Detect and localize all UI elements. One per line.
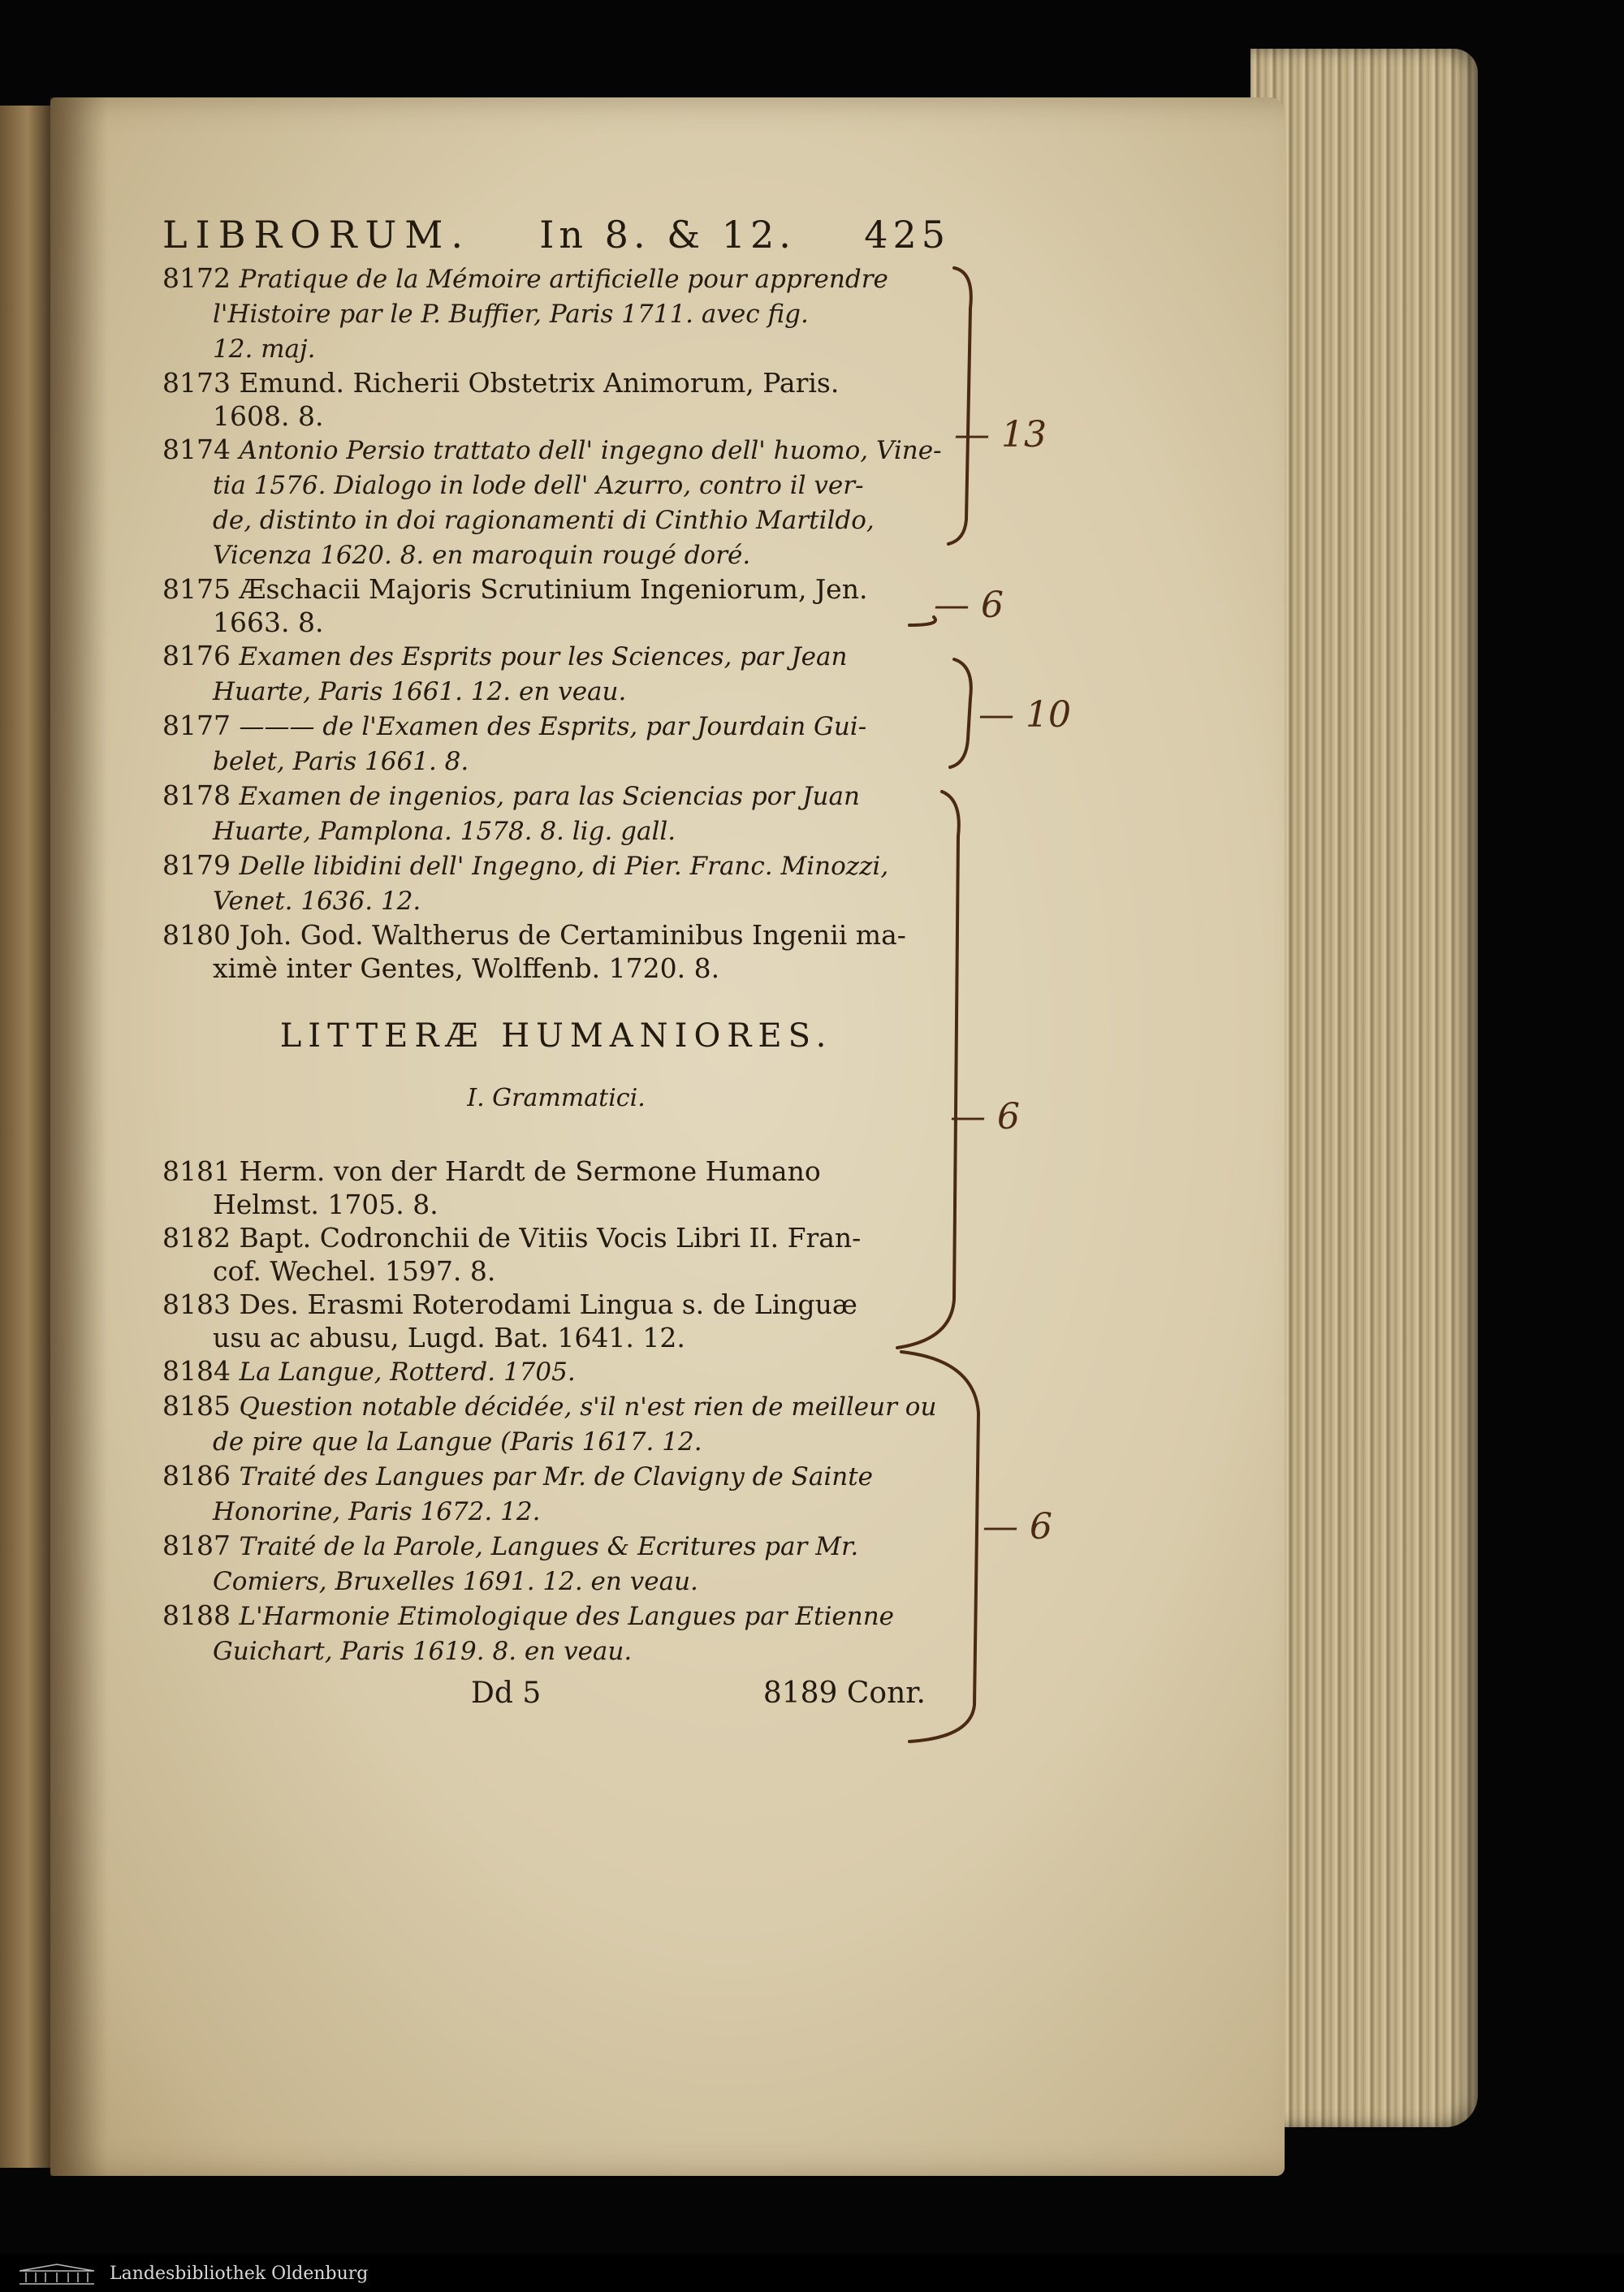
library-name: Landesbibliothek Oldenburg	[110, 2264, 369, 2284]
entry-text: Question notable décidée, s'il n'est rien de meilleur ou	[239, 1392, 937, 1422]
entry-text: Honorine, Paris 1672. 12.	[213, 1497, 541, 1526]
entry-number: 8184	[162, 1355, 231, 1387]
entry-text: Traité de la Parole, Langues & Ecritures par Mr.	[239, 1532, 859, 1561]
entry-text: Comiers, Bruxelles 1691. 12. en veau.	[213, 1567, 698, 1596]
entries-group-b	[162, 1155, 950, 1668]
left-page-edge	[0, 106, 50, 2168]
catalog-entry	[162, 433, 950, 572]
entry-text: Herm. von der Hardt de Sermone Humano	[239, 1155, 821, 1187]
entry-text: ximè inter Gentes, Wolffenb. 1720. 8.	[213, 952, 720, 984]
entry-line	[162, 1254, 950, 1288]
entry-text: Antonio Persio trattato dell' ingegno dell' huomo, Vine-	[239, 436, 942, 465]
entry-text: Æschacii Majoris Scrutinium Ingeniorum, Jen.	[239, 573, 868, 605]
entry-text: Des. Erasmi Roterodami Lingua s. de Linguæ	[239, 1288, 857, 1320]
entry-text: de, distinto in doi ragionamenti di Cinthio Martildo,	[213, 506, 875, 535]
entry-line	[162, 1389, 950, 1424]
entry-text: cof. Wechel. 1597. 8.	[213, 1255, 496, 1287]
catalog-entry	[162, 1529, 950, 1599]
entry-number: 8172	[162, 262, 231, 294]
entry-line	[162, 1564, 950, 1599]
entry-text: l'Histoire par le P. Buffier, Paris 1711. avec fig.	[213, 300, 809, 329]
entry-line	[162, 1288, 950, 1321]
catalog-entry	[162, 779, 950, 848]
entry-line	[162, 433, 950, 468]
catalog-entry	[162, 261, 950, 366]
entry-line	[162, 848, 950, 883]
entry-line	[162, 709, 950, 744]
entry-text: Pratique de la Mémoire artificielle pour apprendre	[239, 265, 888, 294]
entry-line	[162, 1634, 950, 1668]
entry-number: 8188	[162, 1599, 231, 1631]
catalog-entry	[162, 918, 950, 985]
entry-number: 8181	[162, 1155, 231, 1187]
entry-line	[162, 606, 950, 639]
entry-text: Guichart, Paris 1619. 8. en veau.	[213, 1637, 633, 1666]
catalog-entry	[162, 1389, 950, 1459]
entry-line	[162, 1529, 950, 1564]
entry-line	[162, 1354, 950, 1389]
entry-line	[162, 1155, 950, 1188]
entry-line	[162, 1494, 950, 1529]
note-6-c: — 6	[983, 1506, 1052, 1547]
note-10: — 10	[978, 694, 1071, 736]
entry-text: 1608. 8.	[213, 400, 324, 432]
entries-group-a	[162, 261, 950, 985]
entry-line	[162, 1188, 950, 1221]
entry-text: 1663. 8.	[213, 606, 324, 638]
entry-number: 8187	[162, 1530, 231, 1561]
entry-text: L'Harmonie Etimologique des Langues par Etienne	[239, 1602, 894, 1631]
entry-text: Helmst. 1705. 8.	[213, 1189, 438, 1220]
entry-text: Bapt. Codronchii de Vitiis Vocis Libri II. Fran-	[239, 1222, 862, 1254]
entry-number: 8179	[162, 849, 231, 881]
catalog-entry	[162, 1354, 950, 1389]
entry-line	[162, 779, 950, 814]
catalog-entry	[162, 1459, 950, 1529]
entry-line	[162, 952, 950, 985]
entry-text: Traité des Langues par Mr. de Clavigny de Sainte	[239, 1462, 874, 1491]
entry-line	[162, 503, 950, 537]
catalog-entry	[162, 1288, 950, 1354]
running-header	[162, 213, 950, 257]
entry-text: Examen de ingenios, para las Sciencias por Juan	[239, 782, 860, 811]
note-6-b: — 6	[950, 1096, 1020, 1137]
entry-line	[162, 674, 950, 709]
entry-text: ——— de l'Examen des Esprits, par Jourdain Gui-	[239, 712, 867, 741]
subsection-title: I. Grammatici.	[467, 1084, 646, 1112]
page-text	[162, 213, 950, 1710]
entry-text: usu ac abusu, Lugd. Bat. 1641. 12.	[213, 1322, 685, 1353]
entry-number: 8173	[162, 367, 231, 399]
entry-number: 8182	[162, 1222, 231, 1254]
page-footer	[162, 1677, 950, 1710]
entry-number: 8180	[162, 919, 231, 951]
entry-text: Huarte, Paris 1661. 12. en veau.	[213, 677, 627, 706]
entry-line	[162, 1459, 950, 1494]
entry-line	[162, 639, 950, 674]
catalog-entry	[162, 1155, 950, 1221]
entry-number: 8174	[162, 434, 231, 465]
entry-number: 8186	[162, 1460, 231, 1491]
entry-line	[162, 883, 950, 918]
entry-line	[162, 468, 950, 503]
page-number: 425	[864, 213, 950, 257]
entry-number: 8178	[162, 779, 231, 811]
catchword: 8189 Conr.	[762, 1677, 926, 1710]
note-6-a: — 6	[934, 585, 1004, 626]
entry-text: Emund. Richerii Obstetrix Animorum, Paris.	[239, 367, 840, 399]
header-format: In 8. & 12.	[539, 213, 796, 257]
library-logo-icon	[16, 2263, 97, 2286]
entry-text: Delle libidini dell' Ingegno, di Pier. Franc. Minozzi,	[239, 852, 889, 881]
entry-line	[162, 537, 950, 572]
catalog-entry	[162, 572, 950, 639]
entry-line	[162, 918, 950, 952]
entry-text: La Langue, Rotterd. 1705.	[239, 1358, 576, 1387]
catalog-entry	[162, 639, 950, 709]
header-title: LIBRORUM.	[162, 213, 471, 257]
entry-text: belet, Paris 1661. 8.	[213, 747, 469, 776]
entry-number: 8176	[162, 640, 231, 671]
section-title: LITTERÆ HUMANIORES.	[279, 1017, 833, 1055]
catalog-entry	[162, 709, 950, 779]
entry-line	[162, 366, 950, 399]
entry-text: de pire que la Langue (Paris 1617. 12.	[213, 1427, 702, 1457]
entry-line	[162, 1221, 950, 1254]
entry-text: 12. maj.	[213, 335, 316, 364]
entry-number: 8185	[162, 1390, 231, 1422]
entry-line	[162, 1424, 950, 1459]
gutter-shadow	[50, 97, 107, 2176]
entry-line	[162, 399, 950, 433]
entry-text: tia 1576. Dialogo in lode dell' Azurro, contro il ver-	[213, 471, 864, 500]
entry-line	[162, 296, 950, 331]
catalog-entry	[162, 366, 950, 433]
entry-line	[162, 261, 950, 296]
entry-number: 8175	[162, 573, 231, 605]
note-13: — 13	[954, 414, 1047, 455]
page-edges	[1250, 49, 1478, 2127]
entry-text: Examen des Esprits pour les Sciences, par Jean	[239, 642, 848, 671]
catalog-entry	[162, 1599, 950, 1668]
catalog-entry	[162, 848, 950, 918]
signature-mark: Dd 5	[471, 1677, 542, 1710]
entry-line	[162, 1599, 950, 1634]
entry-text: Joh. God. Waltherus de Certaminibus Ingenii ma-	[239, 919, 906, 951]
entry-line	[162, 572, 950, 606]
entry-number: 8177	[162, 710, 231, 741]
catalog-entry	[162, 1221, 950, 1288]
entry-number: 8183	[162, 1288, 231, 1320]
entry-text: Venet. 1636. 12.	[213, 887, 421, 916]
entry-line	[162, 814, 950, 848]
entry-line	[162, 744, 950, 779]
entry-text: Vicenza 1620. 8. en maroquin rougé doré.	[213, 541, 751, 570]
entry-line	[162, 331, 950, 366]
entry-line	[162, 1321, 950, 1354]
entry-text: Huarte, Pamplona. 1578. 8. lig. gall.	[213, 817, 676, 846]
